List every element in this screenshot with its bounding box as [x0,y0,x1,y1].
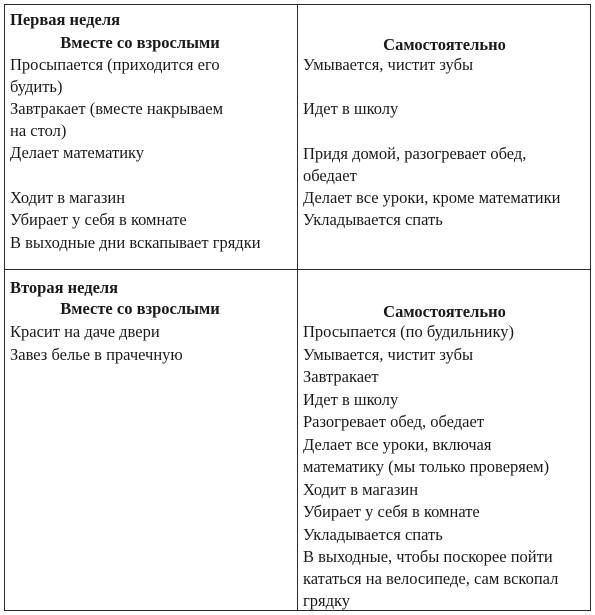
week1-right-header: Самостоятельно [383,35,506,54]
week2-right-item: Разогревает обед, обедает [303,412,485,431]
week2-left-item: Красит на даче двери [10,322,160,341]
week1-left-item: Делает математику [10,143,145,162]
week1-right-item: Укладывается спать [303,210,443,229]
week1-left-item: Просыпается (приходится его [10,55,220,74]
week2-right-item: математику (мы только проверяем) [303,457,550,476]
week2-left-header: Вместе со взрослыми [60,299,220,318]
week2-right-item: Просыпается (по будильнику) [303,322,515,341]
week1-left-header: Вместе со взрослыми [60,33,220,52]
week1-left-item: Завтракает (вместе накрываем [10,99,224,118]
week1-left-item: будить) [10,77,63,96]
week1-left-item: Убирает у себя в комнате [10,210,187,229]
week2-right-item: Завтракает [303,367,379,386]
week1-left-item: на стол) [10,121,67,140]
week1-left-item: Ходит в магазин [10,188,126,207]
week2-right-header: Самостоятельно [383,302,506,321]
week2-right-item: Идет в школу [303,390,399,409]
week1-right-item: Умывается, чистит зубы [303,55,474,74]
row-divider [5,269,590,270]
week2-right-item: кататься на велосипеде, сам вскопал [303,569,559,588]
week2-right-item: Делает все уроки, включая [303,435,492,454]
week2-right-item: Ходит в магазин [303,480,419,499]
week2-left-item: Завез белье в прачечную [10,345,183,364]
week2-right-item: Укладывается спать [303,525,443,544]
week2-right-item: грядку [303,591,351,610]
week1-title: Первая неделя [10,10,121,29]
week1-right-item: Идет в школу [303,99,399,118]
week2-right-item: В выходные, чтобы поскорее пойти [303,547,553,566]
week2-right-item: Убирает у себя в комнате [303,502,480,521]
week1-right-item: Придя домой, разогревает обед, [303,144,527,163]
week1-right-item: обедает [303,166,357,185]
week2-title: Вторая неделя [10,278,119,297]
schedule-table [4,4,591,611]
week2-right-item: Умывается, чистит зубы [303,345,474,364]
week1-right-item: Делает все уроки, кроме математики [303,188,561,207]
week1-left-item: В выходные дни вскапывает грядки [10,233,261,252]
